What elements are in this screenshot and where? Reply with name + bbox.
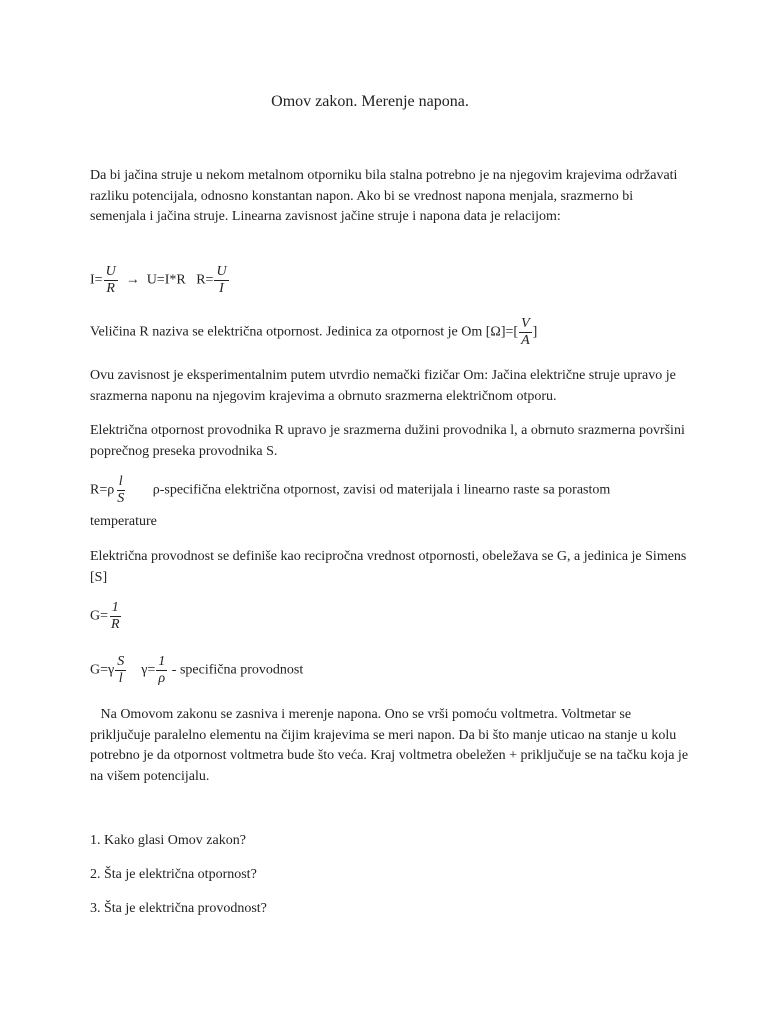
page-title: Omov zakon. Merenje napona. (271, 93, 469, 110)
gamma-denominator-2: ρ (158, 671, 166, 686)
frac2-denominator: I (219, 281, 224, 296)
voltmeter-paragraph: Na Omovom zakonu se zasniva i merenje napona. Ono se vrši pomoću voltmetra. Voltmetar se priključuje paralelno elementu na čijim krajevima se meri napon. Da bi što manje uticao na stanje u kolu potrebno je da otpornost voltmetra bude što veća. Kraj voltmetra obeležen + priključuje se na tačku koja je na višem potencijalu. (90, 707, 692, 784)
g-denominator: R (111, 617, 120, 632)
g-eq-lhs: G= (90, 608, 109, 624)
resistivity-equation (90, 474, 610, 507)
frac2-numerator: U (216, 264, 227, 279)
eq1-mid: U=I*R (146, 272, 186, 288)
resistivity-description: ρ-specifična električna otpornost, zavisi od materijala i linearno raste sa porastom (152, 482, 611, 498)
gamma-label: γ= (141, 662, 156, 678)
gamma-numerator-1: S (117, 654, 125, 669)
eq1-lhs: I= (90, 272, 103, 288)
fraction-1-over-r (109, 600, 122, 633)
question-item: 2. Šta je električna otpornost? (90, 867, 257, 882)
fraction-1-over-rho (156, 654, 167, 687)
gamma-eq-lhs: G=γ (90, 662, 115, 678)
rho-eq-lhs: R=ρ (90, 482, 115, 498)
ohm-law-equations (90, 264, 230, 297)
frac1-denominator: R (106, 281, 115, 296)
eq1-rhs: R= (196, 272, 214, 288)
resistance-unit-line (90, 316, 537, 349)
fraction-l-over-s (115, 474, 126, 507)
rho-denominator: S (117, 491, 125, 506)
conductance-definition-paragraph: Električna provodnost se definiše kao recipročna vrednost otpornosti, obeležava se G, a jedinica je Simens [S] (90, 549, 687, 585)
conductance-equation (90, 600, 123, 633)
specific-conductance-equation (90, 654, 303, 687)
unit-close-bracket: ] (532, 324, 538, 340)
question-item: 1. Kako glasi Omov zakon? (90, 833, 246, 848)
specific-conductance-description: - specifična provodnost (168, 662, 304, 678)
rho-numerator: l (118, 474, 123, 489)
question-item: 3. Šta je električna provodnost? (90, 901, 267, 916)
fraction-s-over-l (115, 654, 126, 687)
fraction-v-over-a (519, 316, 532, 349)
unit-denominator: A (521, 333, 530, 348)
resistivity-description-continued: temperature (90, 514, 157, 529)
frac1-numerator: U (105, 264, 116, 279)
gamma-denominator-1: l (118, 671, 123, 686)
fraction-u-over-r (104, 264, 118, 297)
arrow-icon: → (125, 272, 140, 288)
intro-paragraph: Da bi jačina struje u nekom metalnom otporniku bila stalna potrebno je na njegovim krajevima održavati razliku potencijala, odnosno konstantan napon. Ako bi se vrednost napona menjala, srazmerno bi semenjala i jačina struje. Linearna zavisnost jačine struje i napona data je relacijom: (90, 168, 678, 224)
fraction-u-over-i (214, 264, 228, 297)
unit-numerator: V (521, 316, 530, 331)
resistance-definition-paragraph: Električna otpornost provodnika R upravo je srazmerna dužini provodnika l, a obrnuto srazmerna površini poprečnog preseka provodnika S. (90, 423, 685, 459)
gamma-numerator-2: 1 (158, 654, 166, 669)
ohm-statement-paragraph: Ovu zavisnost je eksperimentalnim putem utvrdio nemački fizičar Om: Jačina električne struje upravo je srazmerna naponu na njegovim krajevima a obrnuto srazmerna električnom otporu. (90, 368, 676, 404)
g-numerator: 1 (111, 600, 119, 615)
resistance-unit-text: Veličina R naziva se električna otpornost. Jedinica za otpornost je Om [Ω]=[ (90, 324, 519, 340)
